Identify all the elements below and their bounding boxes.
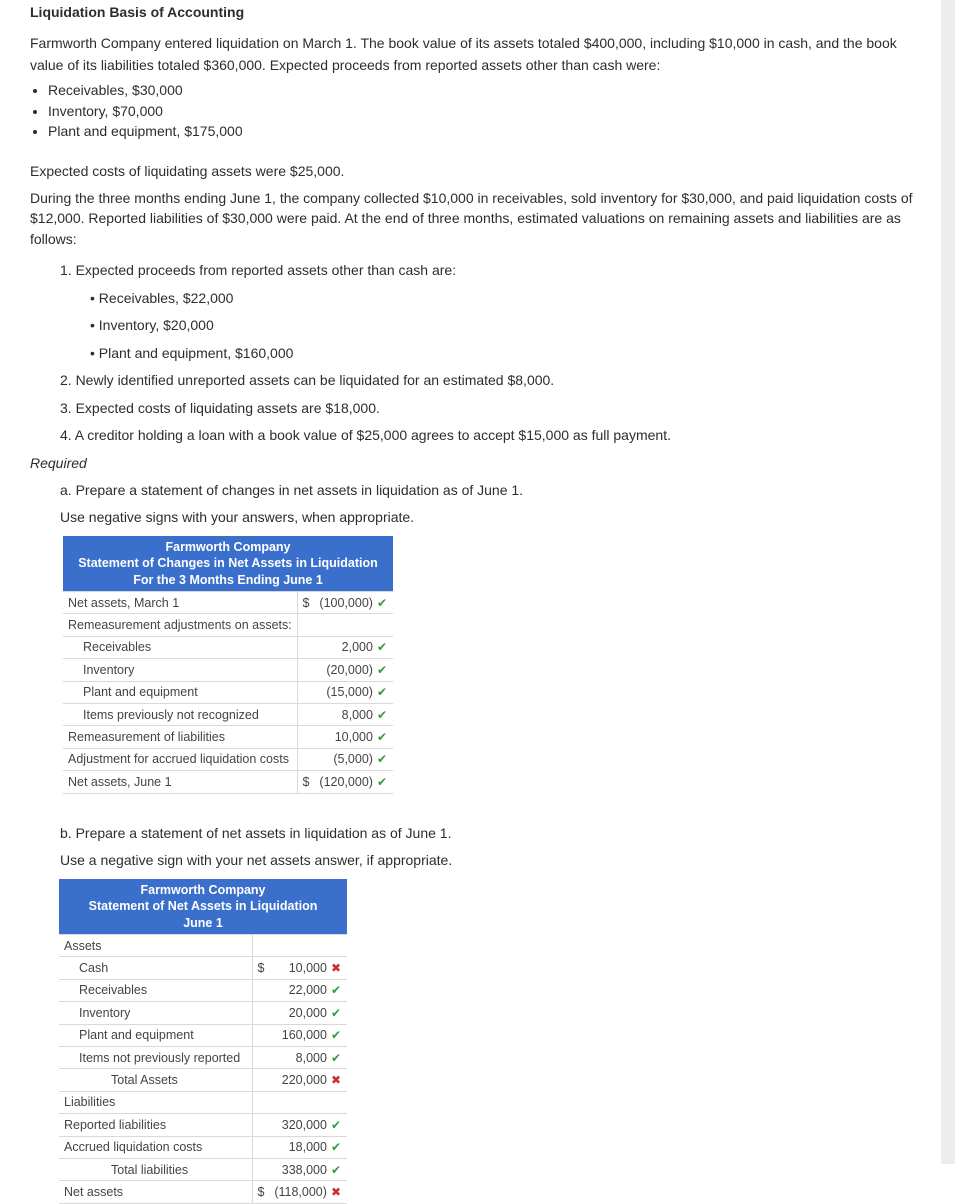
- dollar-sign: $: [302, 774, 310, 789]
- check-icon: ✔: [376, 640, 387, 655]
- table-row: [63, 726, 393, 748]
- table-row: [59, 935, 347, 957]
- row-label: Total Assets: [59, 1069, 252, 1091]
- statement-title: Statement of Net Assets in Liquidation: [88, 899, 318, 914]
- table-row: [59, 1046, 347, 1068]
- problem-content: [30, 0, 925, 1204]
- row-label: Inventory: [59, 1002, 252, 1024]
- numbered-item-1: 1. Expected proceeds from reported assets other than cash are:: [60, 262, 457, 278]
- answer-value: (15,000): [326, 685, 373, 700]
- company-name: Farmworth Company: [140, 882, 266, 897]
- dollar-sign: $: [302, 595, 310, 610]
- row-label: Receivables: [63, 636, 297, 658]
- answer-value: 10,000: [288, 961, 327, 976]
- answer-value: 320,000: [281, 1117, 327, 1132]
- check-icon: ✔: [330, 983, 341, 998]
- row-label: Remeasurement of liabilities: [63, 726, 297, 748]
- table-row: [59, 1136, 347, 1158]
- answer-cell[interactable]: [297, 771, 393, 793]
- row-label: Items previously not recognized: [63, 703, 297, 725]
- row-label: Net assets, March 1: [63, 592, 297, 614]
- answer-value: 22,000: [288, 983, 327, 998]
- list-item: • Receivables, $30,000: [48, 80, 925, 101]
- row-label: Plant and equipment: [59, 1024, 252, 1046]
- answer-cell[interactable]: [252, 1046, 347, 1068]
- sub-item: • Plant and equipment, $160,000: [90, 344, 294, 361]
- check-icon: ✔: [330, 1050, 341, 1065]
- sub-item: • Inventory, $20,000: [90, 317, 214, 333]
- answer-cell[interactable]: [252, 979, 347, 1001]
- answer-cell[interactable]: [297, 726, 393, 748]
- answer-cell[interactable]: [252, 1136, 347, 1158]
- cross-icon: ✖: [330, 1073, 341, 1088]
- intro-paragraph: Farmworth Company entered liquidation on March 1. The book value of its assets totaled $400,000, including $10,000 in cash, and the book value of its liabilities totaled $360,000. Expected proceeds from reported assets other than cash were:: [30, 35, 897, 73]
- numbered-list: [60, 257, 925, 450]
- table-row: [59, 1114, 347, 1136]
- check-icon: ✔: [376, 662, 387, 677]
- table-row: [63, 636, 393, 658]
- answer-cell[interactable]: [252, 1024, 347, 1046]
- numbered-item-3: 3. Expected costs of liquidating assets are $18,000.: [60, 399, 380, 416]
- part-a-task: a. Prepare a statement of changes in net assets in liquidation as of June 1.: [60, 481, 524, 498]
- dollar-sign: $: [257, 961, 265, 976]
- table-row: [59, 1158, 347, 1180]
- numbered-item-4: 4. A creditor holding a loan with a book value of $25,000 agrees to accept $15,000 as full payment.: [60, 427, 671, 443]
- table-row: [59, 1002, 347, 1024]
- answer-value: 20,000: [288, 1005, 327, 1020]
- answer-value: 10,000: [334, 730, 373, 745]
- row-label: Items not previously reported: [59, 1046, 252, 1068]
- check-icon: ✔: [376, 707, 387, 722]
- row-label: Accrued liquidation costs: [59, 1136, 252, 1158]
- check-icon: ✔: [376, 730, 387, 745]
- answer-cell[interactable]: [297, 748, 393, 770]
- part-b-instruction: Use a negative sign with your net assets answer, if appropriate.: [60, 852, 453, 869]
- empty-cell: [252, 1091, 347, 1113]
- table-row: [63, 748, 393, 770]
- answer-cell[interactable]: [297, 636, 393, 658]
- dollar-sign: $: [257, 1185, 265, 1199]
- table-row: [59, 1091, 347, 1113]
- row-label: Remeasurement adjustments on assets:: [63, 614, 297, 636]
- table-row: [63, 614, 393, 636]
- answer-cell[interactable]: [252, 1114, 347, 1136]
- table-row: [63, 592, 393, 614]
- answer-value: 338,000: [281, 1162, 327, 1177]
- part-b-task: b. Prepare a statement of net assets in liquidation as of June 1.: [60, 824, 452, 841]
- answer-value: 18,000: [288, 1140, 327, 1155]
- row-label: Receivables: [59, 979, 252, 1001]
- table-row: [63, 659, 393, 681]
- row-label: Net assets, June 1: [63, 771, 297, 793]
- check-icon: ✔: [330, 1005, 341, 1020]
- sub-item: • Receivables, $22,000: [90, 289, 234, 306]
- initial-proceeds-list: [30, 80, 925, 142]
- statement-header: [63, 536, 393, 592]
- company-name: Farmworth Company: [165, 539, 291, 554]
- row-label: Assets: [59, 935, 252, 957]
- check-icon: ✔: [376, 774, 387, 789]
- check-icon: ✔: [376, 685, 387, 700]
- check-icon: ✔: [330, 1140, 341, 1155]
- answer-value: (120,000): [319, 774, 373, 789]
- row-label: Cash: [59, 957, 252, 979]
- row-label: Liabilities: [59, 1091, 252, 1113]
- statement-header: [59, 879, 347, 935]
- statement-date: June 1: [183, 915, 223, 930]
- check-icon: ✔: [330, 1117, 341, 1132]
- row-label: Adjustment for accrued liquidation costs: [63, 748, 297, 770]
- check-icon: ✔: [330, 1162, 341, 1177]
- answer-value: 220,000: [281, 1073, 327, 1088]
- answer-cell[interactable]: [297, 592, 393, 614]
- answer-cell[interactable]: [252, 1158, 347, 1180]
- changes-statement-table: [63, 536, 393, 794]
- answer-value: (100,000): [319, 595, 373, 610]
- empty-cell: [252, 935, 347, 957]
- numbered-item-2: 2. Newly identified unreported assets can be liquidated for an estimated $8,000.: [60, 372, 555, 388]
- row-label: Plant and equipment: [63, 681, 297, 703]
- table-row: [59, 957, 347, 979]
- answer-cell[interactable]: [297, 659, 393, 681]
- table-row: [63, 681, 393, 703]
- answer-value: (20,000): [326, 662, 373, 677]
- table-row: [59, 1181, 347, 1203]
- period-paragraph: During the three months ending June 1, the company collected $10,000 in receivables, sold inventory for $30,000, and paid liquidation costs of $12,000. Reported liabilities of $30,000 were paid. At the end of three months, estimated valuations on remaining assets and liabilities are as follows:: [30, 189, 913, 247]
- answer-cell[interactable]: [252, 1069, 347, 1091]
- net-assets-statement-table: [59, 879, 347, 1204]
- answer-cell[interactable]: [252, 1181, 347, 1203]
- cross-icon: ✖: [330, 1185, 341, 1199]
- answer-value: 8,000: [295, 1050, 327, 1065]
- part-a-instruction: Use negative signs with your answers, when appropriate.: [60, 509, 415, 525]
- answer-cell[interactable]: [252, 957, 347, 979]
- table-row: [59, 1069, 347, 1091]
- table-row: [59, 1024, 347, 1046]
- page-gutter: [941, 0, 955, 1164]
- problem-title: Liquidation Basis of Accounting: [30, 4, 245, 20]
- answer-value: 160,000: [281, 1028, 327, 1043]
- answer-cell[interactable]: [297, 703, 393, 725]
- answer-value: 8,000: [341, 707, 373, 722]
- list-item: • Inventory, $70,000: [48, 101, 925, 122]
- statement-period: For the 3 Months Ending June 1: [133, 572, 323, 587]
- table-row: [63, 771, 393, 793]
- table-row: [63, 703, 393, 725]
- list-item: • Plant and equipment, $175,000: [48, 121, 925, 142]
- row-label: Inventory: [63, 659, 297, 681]
- check-icon: ✔: [330, 1028, 341, 1043]
- answer-cell[interactable]: [297, 681, 393, 703]
- row-label: Net assets: [59, 1181, 252, 1203]
- required-label: Required: [30, 454, 87, 471]
- answer-value: 2,000: [341, 640, 373, 655]
- answer-cell[interactable]: [252, 1002, 347, 1024]
- cross-icon: ✖: [330, 961, 341, 976]
- check-icon: ✔: [376, 595, 387, 610]
- answer-value: (5,000): [333, 752, 373, 767]
- expected-costs-text: Expected costs of liquidating assets were $25,000.: [30, 162, 345, 179]
- statement-title: Statement of Changes in Net Assets in Liquidation: [78, 556, 378, 570]
- answer-value: (118,000): [274, 1185, 327, 1199]
- empty-cell: [297, 614, 393, 636]
- check-icon: ✔: [376, 752, 387, 767]
- row-label: Total liabilities: [59, 1158, 252, 1180]
- table-row: [59, 979, 347, 1001]
- row-label: Reported liabilities: [59, 1114, 252, 1136]
